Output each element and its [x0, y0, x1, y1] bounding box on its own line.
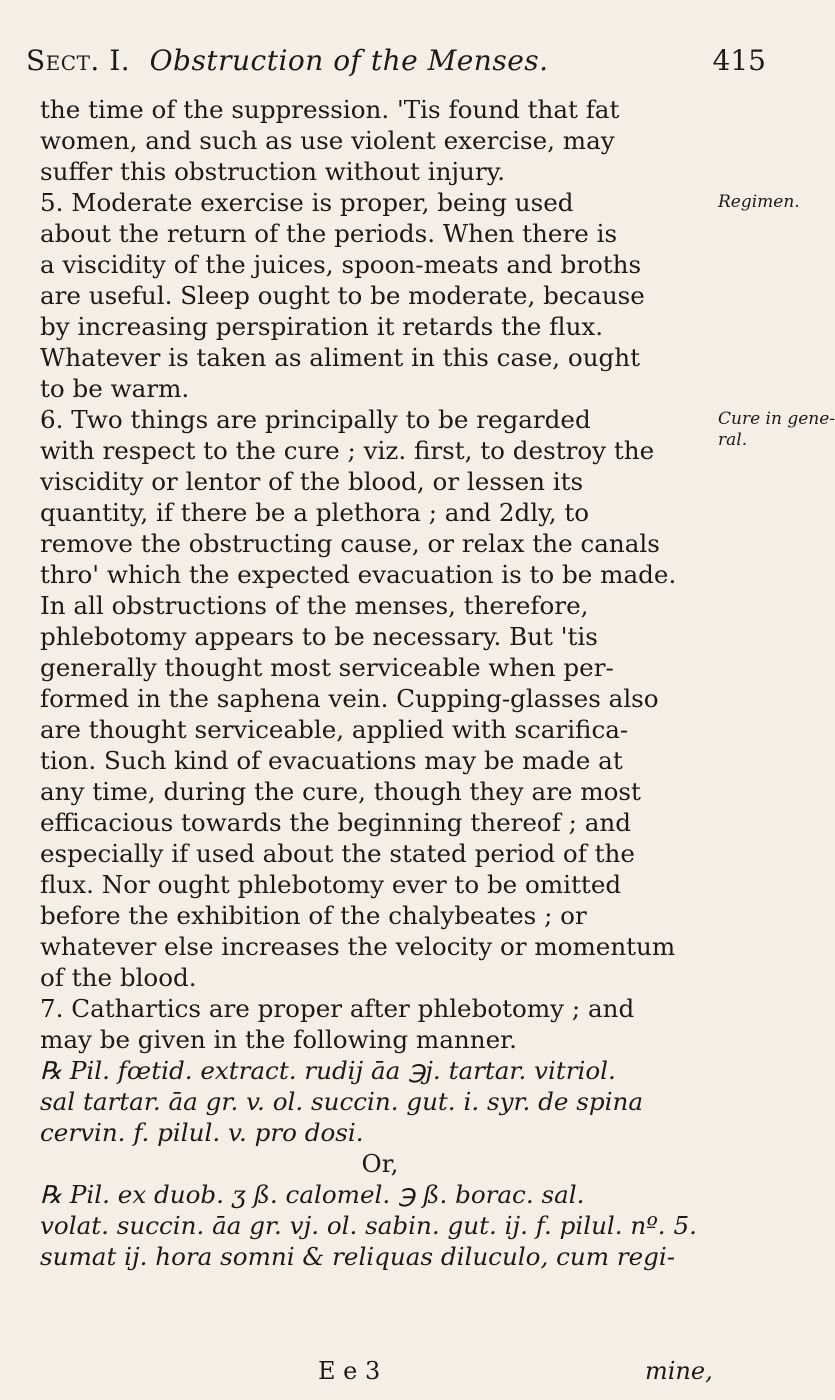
text-line: are thought serviceable, applied with scarifica- [40, 715, 629, 744]
body-text [40, 94, 720, 1272]
text-line: In all obstructions of the menses, therefore, [40, 591, 589, 620]
text-line: by increasing perspiration it retards the flux. [40, 312, 604, 341]
margin-note-regimen: Regimen. [718, 192, 800, 212]
text-line: formed in the saphena vein. Cupping-glasses also [40, 684, 659, 713]
text-line: to be warm. [40, 374, 190, 403]
recipe-line: sal tartar. āa gr. v. ol. succin. gut. i. syr. de spina [40, 1087, 644, 1116]
text-line: women, and such as use violent exercise, may [40, 126, 615, 155]
text-line: before the exhibition of the chalybeates ; or [40, 901, 587, 930]
catchword: mine, [645, 1357, 713, 1385]
text-line: 6. Two things are principally to be regarded [40, 405, 591, 434]
text-line: of the blood. [40, 963, 197, 992]
recipe-line: sumat ij. hora somni & reliquas diluculo, cum regi- [40, 1242, 676, 1271]
margin-note-cure-general-cont: ral. [718, 430, 748, 450]
recipe-line: ℞ Pil. fœtid. extract. rudij āa ℈j. tartar. vitriol. [40, 1056, 616, 1085]
text-line: are useful. Sleep ought to be moderate, because [40, 281, 645, 310]
recipe-line: volat. succin. āa gr. vj. ol. sabin. gut. ij. f. pilul. nº. 5. [40, 1211, 697, 1240]
text-line: about the return of the periods. When there is [40, 219, 618, 248]
margin-note-cure-general: Cure in gene- [718, 409, 835, 429]
page-number: 415 [712, 44, 766, 77]
text-line: tion. Such kind of evacuations may be made at [40, 746, 623, 775]
text-line: a viscidity of the juices, spoon-meats and broths [40, 250, 642, 279]
text-line: generally thought most serviceable when per- [40, 653, 614, 682]
running-head [26, 44, 549, 77]
section-label: Sect. I. [26, 44, 131, 77]
text-line: Whatever is taken as aliment in this case, ought [40, 343, 641, 372]
page-header [26, 44, 766, 84]
text-line: the time of the suppression. 'Tis found that fat [40, 95, 620, 124]
recipe-separator: Or, [361, 1149, 399, 1178]
text-line: any time, during the cure, though they are most [40, 777, 641, 806]
text-line: phlebotomy appears to be necessary. But 'tis [40, 622, 598, 651]
text-line: with respect to the cure ; viz. first, to destroy the [40, 436, 655, 465]
text-line: thro' which the expected evacuation is to be made. [40, 560, 677, 589]
running-title: Obstruction of the Menses. [149, 44, 549, 77]
recipe-line: ℞ Pil. ex duob. ʒ ß. calomel. ℈ ß. borac. sal. [40, 1180, 585, 1209]
text-line: 7. Cathartics are proper after phlebotomy ; and [40, 994, 635, 1023]
text-line: flux. Nor ought phlebotomy ever to be omitted [40, 870, 622, 899]
recipe-line: cervin. f. pilul. v. pro dosi. [40, 1118, 364, 1147]
text-line: efficacious towards the beginning thereof ; and [40, 808, 632, 837]
text-line: whatever else increases the velocity or momentum [40, 932, 676, 961]
text-line: remove the obstructing cause, or relax the canals [40, 529, 660, 558]
text-line: 5. Moderate exercise is proper, being used [40, 188, 574, 217]
text-line: suffer this obstruction without injury. [40, 157, 506, 186]
text-line: especially if used about the stated period of the [40, 839, 635, 868]
text-line: may be given in the following manner. [40, 1025, 517, 1054]
text-line: viscidity or lentor of the blood, or lessen its [40, 467, 584, 496]
signature-mark: E e 3 [318, 1357, 381, 1385]
text-line: quantity, if there be a plethora ; and 2dly, to [40, 498, 590, 527]
